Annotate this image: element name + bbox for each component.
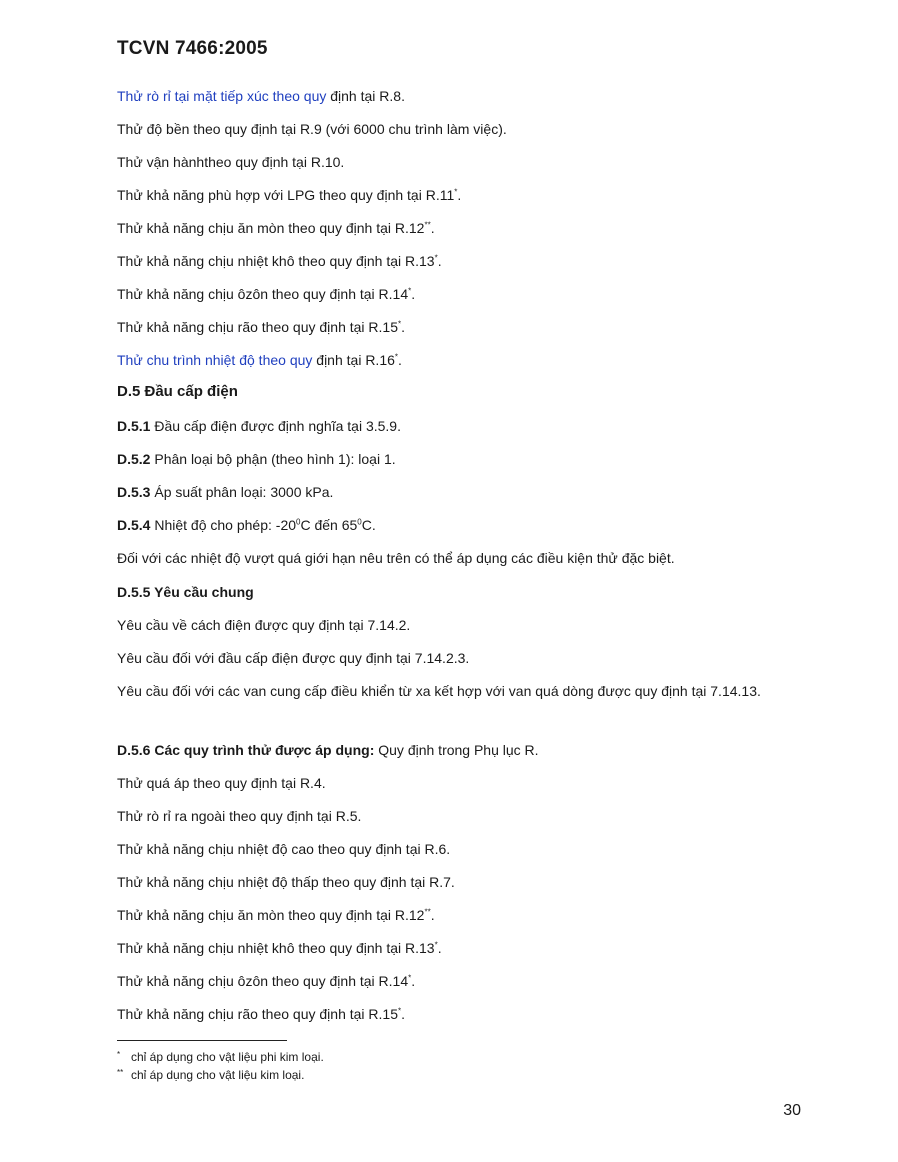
footnote-marker: *	[398, 1006, 402, 1016]
section-heading-d5: D.5 Đầu cấp điện	[117, 383, 238, 400]
clause-d555-heading: D.5.5 Yêu cầu chung	[117, 584, 254, 600]
footnote-text: chỉ áp dụng cho vật liệu phi kim loại.	[131, 1050, 324, 1064]
footnote-marker: *	[398, 319, 402, 329]
line-period: .	[430, 220, 435, 236]
test-line-r11	[117, 186, 461, 204]
clause-number: D.5.2	[117, 451, 151, 467]
clause-heading: D.5.6 Các quy trình thử được áp dụng:	[117, 742, 375, 758]
hyperlink-text[interactable]: Thử rò rỉ tại mặt tiếp xúc theo quy	[117, 88, 327, 104]
line-period: .	[430, 907, 435, 923]
test-line-r4: Thử quá áp theo quy định tại R.4.	[117, 775, 326, 791]
line-period: .	[398, 352, 402, 368]
line-period: .	[457, 187, 462, 203]
hyperlink-text[interactable]: Thử chu trình nhiệt độ theo quy	[117, 352, 313, 368]
test-line-r7: Thử khả năng chịu nhiệt độ thấp theo quy định tại R.7.	[117, 874, 455, 890]
line-text: Thử khả năng chịu ôzôn theo quy định tại R.14	[117, 973, 409, 989]
test-line-r13-b	[117, 939, 442, 957]
test-line-r5: Thử rò rỉ ra ngoài theo quy định tại R.5.	[117, 808, 362, 824]
line-text: Thử khả năng chịu rão theo quy định tại R.15	[117, 1006, 398, 1022]
temperature-note: Đối với các nhiệt độ vượt quá giới hạn nêu trên có thể áp dụng các điều kiện thử đặc biệt.	[117, 550, 675, 566]
requirement-remote-valve: Yêu cầu đối với các van cung cấp điều khiển từ xa kết hợp với van quá dòng được quy định tại 7.14.13.	[117, 683, 761, 699]
test-line-r14-b	[117, 972, 415, 990]
footnote-2	[117, 1068, 304, 1083]
clause-number: D.5.4	[117, 517, 151, 533]
test-line-r10: Thử vận hànhtheo quy định tại R.10.	[117, 154, 345, 170]
footnote-marker: *	[408, 286, 412, 296]
requirement-connector: Yêu cầu đối với đầu cấp điện được quy định tại 7.14.2.3.	[117, 650, 470, 666]
line-period: .	[401, 319, 406, 335]
line-text: Thử khả năng chịu ôzôn theo quy định tại R.14	[117, 286, 409, 302]
line-period: .	[401, 1006, 406, 1022]
clause-d552	[117, 450, 396, 468]
clause-d551	[117, 417, 401, 435]
line-text: Thử khả năng chịu ăn mòn theo quy định tại R.12	[117, 907, 425, 923]
test-line-r13	[117, 252, 442, 270]
clause-d553	[117, 483, 333, 501]
test-line-r12	[117, 219, 435, 237]
footnote-mark: **	[117, 1068, 124, 1077]
test-line-r6: Thử khả năng chịu nhiệt độ cao theo quy định tại R.6.	[117, 841, 451, 857]
line-text: Thử khả năng chịu nhiệt khô theo quy định tại R.13	[117, 940, 435, 956]
clause-text: Nhiệt độ cho phép: -20	[150, 517, 297, 533]
clause-text: Áp suất phân loại: 3000 kPa.	[150, 484, 334, 500]
footnote-marker: *	[454, 187, 458, 197]
line-text: Thử khả năng chịu rão theo quy định tại R.15	[117, 319, 398, 335]
line-period: .	[411, 286, 416, 302]
footnote-marker: **	[424, 220, 431, 230]
test-line-r15	[117, 318, 405, 336]
footnote-marker: *	[434, 253, 438, 263]
line-text: định tại R.16	[312, 352, 395, 368]
line-text: định tại R.8.	[326, 88, 405, 104]
line-period: .	[411, 973, 416, 989]
clause-text: C đến 65	[300, 517, 358, 533]
footnote-separator	[117, 1040, 287, 1041]
clause-text: Phân loại bộ phận (theo hình 1): loại 1.	[150, 451, 396, 467]
clause-text: Đầu cấp điện được định nghĩa tại 3.5.9.	[150, 418, 401, 434]
line-period: .	[437, 253, 442, 269]
footnote-marker: *	[408, 973, 412, 983]
clause-text: C.	[361, 517, 376, 533]
document-title: TCVN 7466:2005	[117, 38, 268, 59]
footnote-1	[117, 1050, 324, 1065]
line-text: Thử khả năng phù hợp với LPG theo quy định tại R.11	[117, 187, 455, 203]
test-line-r16	[117, 351, 402, 369]
footnote-mark: *	[117, 1050, 121, 1059]
test-line-r15-b	[117, 1005, 405, 1023]
line-text: Thử khả năng chịu ăn mòn theo quy định tại R.12	[117, 220, 425, 236]
test-line-r12-b	[117, 906, 435, 924]
clause-d554	[117, 516, 376, 534]
degree-superscript: 0	[296, 517, 301, 527]
clause-text: Quy định trong Phụ lục R.	[374, 742, 539, 758]
page-number: 30	[783, 1102, 801, 1119]
footnote-text: chỉ áp dụng cho vật liệu kim loại.	[131, 1068, 305, 1082]
test-line-r9: Thử độ bền theo quy định tại R.9 (với 6000 chu trình làm việc).	[117, 121, 507, 137]
test-line-r14	[117, 285, 415, 303]
line-text: Thử khả năng chịu nhiệt khô theo quy định tại R.13	[117, 253, 435, 269]
footnote-marker: **	[424, 907, 431, 917]
clause-d556	[117, 741, 539, 759]
footnote-marker: *	[394, 352, 399, 362]
degree-superscript: 0	[357, 517, 362, 527]
footnote-marker: *	[434, 940, 438, 950]
requirement-insulation: Yêu cầu về cách điện được quy định tại 7.14.2.	[117, 617, 411, 633]
line-period: .	[437, 940, 442, 956]
clause-number: D.5.1	[117, 418, 151, 434]
clause-number: D.5.3	[117, 484, 151, 500]
test-line-r8	[117, 87, 405, 105]
